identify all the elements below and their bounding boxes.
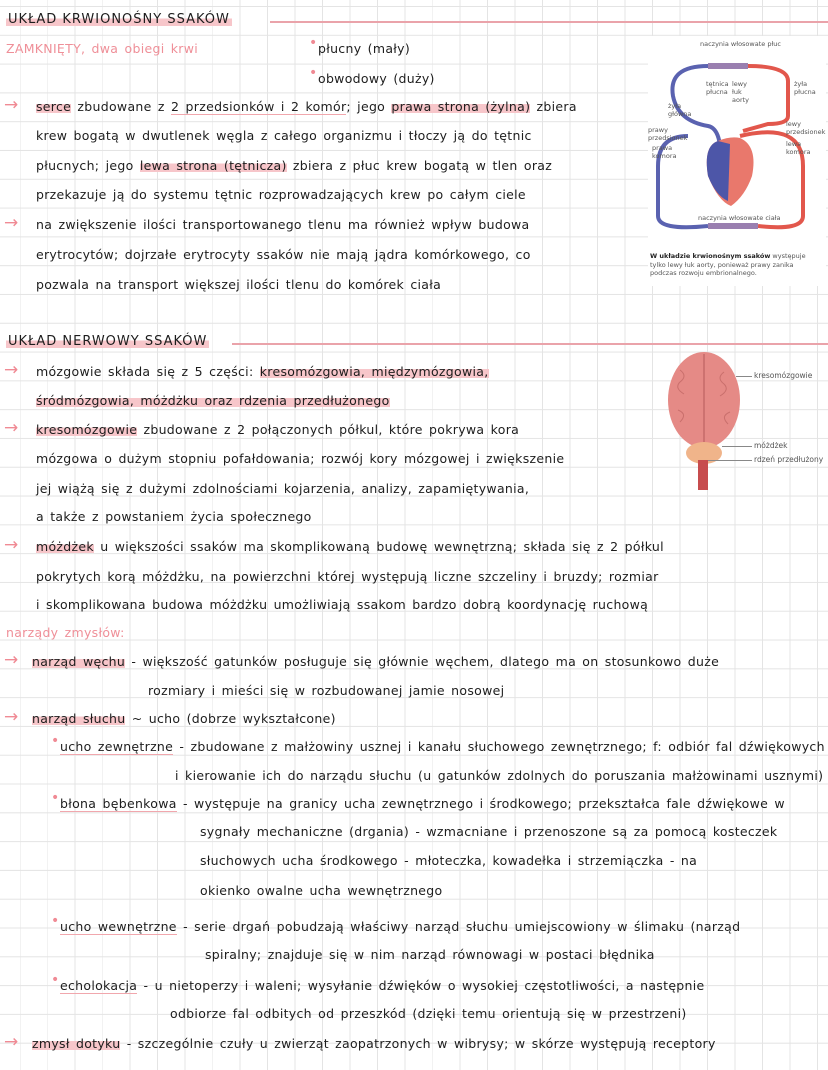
note-text: u większości ssaków ma skomplikowaną budowę wewnętrzną; składa się z 2 półkul: [93, 539, 664, 554]
note-text: - zbudowane z małżowiny usznej i kanału słuchowego zewnętrznego; f: odbiór fal dźwiękowych: [173, 739, 825, 754]
note-text: na zwiększenie ilości transportowanego tlenu ma również wpływ budowa: [36, 217, 530, 232]
note-line: [32, 710, 336, 728]
leader-line: [708, 460, 752, 461]
note-text: okienko owalne ucha wewnętrznego: [200, 883, 443, 898]
highlighted-term: kresomózgowia, międzymózgowia,: [259, 364, 489, 379]
highlighted-term: kresomózgowie: [36, 422, 138, 437]
note-text: sygnały mechaniczne (drgania) - wzmacniane i przenoszone są za pomocą kosteczek: [200, 824, 778, 839]
note-line: [60, 795, 785, 813]
note-line: [6, 624, 125, 642]
figure-caption: [650, 252, 820, 278]
note-text: spiralny; znajduje się w nim narząd równowagi w postaci błędnika: [205, 947, 655, 962]
bullet-icon: •: [51, 913, 60, 929]
title-rule: [232, 343, 828, 345]
highlighted-term: śródmózgowia, móżdżku oraz rdzenia przedłużonego: [36, 393, 390, 408]
arrow-icon: →: [4, 360, 19, 380]
arrow-icon: →: [4, 213, 19, 233]
note-line: [36, 127, 532, 145]
label-cerebellum: móżdżek: [754, 441, 788, 450]
note-text: - szczególnie czuły u zwierząt zaopatrzonych w wibrysy; w skórze występują receptory: [120, 1036, 716, 1051]
label-pulmonary-vein: żyła płucna: [794, 80, 816, 96]
label-left-aortic-arch: lewy łuk aorty: [732, 80, 750, 104]
underlined-term: ucho zewnętrzne: [60, 739, 174, 754]
note-line: [36, 568, 659, 586]
note-line: [6, 40, 198, 58]
note-line: [60, 918, 740, 936]
highlighted-term: prawa strona (żylna): [391, 99, 531, 114]
note-text: - występuje na granicy ucha zewnętrznego i środkowego; przekształca fale dźwiękowe w: [176, 796, 785, 811]
note-line: [60, 977, 705, 995]
bullet-icon: •: [309, 65, 318, 81]
note-text: i skomplikowana budowa móżdżku umożliwiają ssakom bardzo dobrą koordynację ruchową: [36, 597, 649, 612]
bullet-icon: •: [309, 35, 318, 51]
underlined-term: echolokacja: [60, 978, 138, 993]
note-text: krew bogatą w dwutlenek węgla z całego organizmu i tłoczy ją do tętnic: [36, 128, 532, 143]
note-text: - u nietoperzy i waleni; wysyłanie dźwięków o wysokiej częstotliwości, a następnie: [137, 978, 705, 993]
label-medulla: rdzeń przedłużony: [754, 455, 824, 464]
note-text: jej wiążą się z dużymi zdolnościami kojarzenia, analizy, zapamiętywania,: [36, 481, 530, 496]
note-text: zbudowane z: [71, 99, 172, 114]
bullet-icon: •: [51, 790, 60, 806]
caption-text: występuje tylko lewy łuk aorty, ponieważ prawy zanika podczas rozwoju embrionalnego.: [650, 252, 806, 277]
bullet-icon: •: [51, 733, 60, 749]
highlighted-term: narząd słuchu: [32, 711, 126, 726]
note-line: [318, 40, 410, 58]
leader-line: [736, 376, 752, 377]
note-text: pozwala na transport większej ilości tlenu do komórek ciała: [36, 277, 442, 292]
label-left-atrium: lewy przedsionek: [786, 120, 826, 136]
arrow-icon: →: [4, 535, 19, 555]
note-line: [36, 363, 489, 381]
note-text: pokrytych korą móżdżku, na powierzchni której występują liczne szczeliny i bruzdy; rozmiar: [36, 569, 659, 584]
note-line: [36, 186, 526, 204]
note-line: [200, 882, 442, 900]
underlined-term: błona bębenkowa: [60, 796, 177, 811]
note-line: [36, 157, 552, 175]
arrow-icon: →: [4, 95, 19, 115]
note-text: zbudowane z 2 połączonych półkul, które pokrywa kora: [137, 422, 520, 437]
note-line: [32, 653, 719, 671]
label-cerebrum: kresomózgowie: [754, 371, 813, 380]
note-line: [205, 946, 655, 964]
leader-line: [722, 446, 752, 447]
note-line: [36, 276, 441, 294]
note-line: [36, 98, 577, 116]
brain-illustration: [660, 350, 760, 495]
note-text: rozmiary i mieści się w rozbudowanej jamie nosowej: [148, 683, 505, 698]
label-pulmonary-artery: tętnica płucna: [706, 80, 729, 96]
section-title-circulatory: UKŁAD KRWIONOŚNY SSAKÓW: [8, 12, 230, 27]
note-line: [36, 216, 530, 234]
highlighted-term: serce: [36, 99, 72, 114]
note-text: przekazuje ją do systemu tętnic rozprowadzających krew po całym ciele: [36, 187, 526, 202]
note-line: [36, 480, 529, 498]
note-line: [175, 767, 823, 785]
arrow-icon: →: [4, 1032, 19, 1052]
note-line: [200, 823, 777, 841]
note-text: narządy zmysłów:: [6, 625, 125, 640]
arrow-icon: →: [4, 418, 19, 438]
note-line: [36, 450, 564, 468]
note-text: zbiera: [530, 99, 577, 114]
note-text: a także z powstaniem życia społecznego: [36, 509, 312, 524]
underlined-term: 2 przedsionków i 2 komór: [171, 99, 347, 114]
underlined-term: ucho wewnętrzne: [60, 919, 177, 934]
brain-diagram: [660, 350, 828, 495]
bullet-icon: •: [51, 972, 60, 988]
note-text: słuchowych ucha środkowego - młoteczka, kowadełka i strzemiączka - na: [200, 853, 698, 868]
label-right-ventricle: prawa komora: [652, 144, 677, 160]
note-line: [36, 421, 519, 439]
note-text: - serie drgań pobudzają właściwy narząd słuchu umiejscowiony w ślimaku (narząd: [176, 919, 741, 934]
note-text: mózgowa o dużym stopniu pofałdowania; rozwój kory mózgowej i zwiększenie: [36, 451, 565, 466]
highlighted-term: narząd węchu: [32, 654, 126, 669]
section-title-nervous: UKŁAD NERWOWY SSAKÓW: [8, 334, 208, 349]
title-rule: [270, 21, 828, 23]
note-line: [36, 508, 312, 526]
label-left-ventricle: lewa komora: [786, 140, 811, 156]
highlighted-term: lewa strona (tętnicza): [139, 158, 287, 173]
label-capillaries-body: naczynia włosowate ciała: [698, 214, 781, 222]
note-line: [60, 738, 825, 756]
note-text: erytrocytów; dojrzałe erytrocyty ssaków nie mają jądra komórkowego, co: [36, 247, 531, 262]
note-line: [200, 852, 697, 870]
note-text: mózgowie składa się z 5 części:: [36, 364, 260, 379]
label-capillaries-lungs: naczynia włosowate płuc: [700, 40, 781, 48]
note-line: [32, 1035, 716, 1053]
note-text: płucnych; jego: [36, 158, 140, 173]
note-line: [36, 246, 531, 264]
note-text: ; jego: [346, 99, 392, 114]
note-line: [318, 70, 435, 88]
note-text: ZAMKNIĘTY, dwa obiegi krwi: [6, 41, 199, 56]
note-text: zbiera z płuc krew bogatą w tlen oraz: [286, 158, 553, 173]
note-text: i kierowanie ich do narządu słuchu (u gatunków zdolnych do poruszania małżowinami usznymi): [175, 768, 824, 783]
arrow-icon: →: [4, 650, 19, 670]
note-line: [36, 392, 390, 410]
note-text: płucny (mały): [318, 41, 411, 56]
note-text: ~ ucho (dobrze wykształcone): [125, 711, 336, 726]
circulatory-diagram: [648, 36, 826, 286]
note-line: [170, 1005, 687, 1023]
highlighted-term: zmysł dotyku: [32, 1036, 121, 1051]
label-right-atrium: prawy przedsionek: [648, 126, 688, 142]
note-line: [148, 682, 504, 700]
note-line: [36, 538, 664, 556]
label-vena-cava: żyła główna: [668, 102, 692, 118]
note-text: - większość gatunków posługuje się głównie węchem, dlatego ma on stosunkowo duże: [125, 654, 720, 669]
note-text: obwodowy (duży): [318, 71, 435, 86]
note-text: odbiorze fal odbitych od przeszkód (dzięki temu orientują się w przestrzeni): [170, 1006, 687, 1021]
note-line: [36, 596, 648, 614]
arrow-icon: →: [4, 707, 19, 727]
caption-bold: W układzie krwionośnym ssaków: [650, 252, 771, 260]
highlighted-term: móżdżek: [36, 539, 94, 554]
